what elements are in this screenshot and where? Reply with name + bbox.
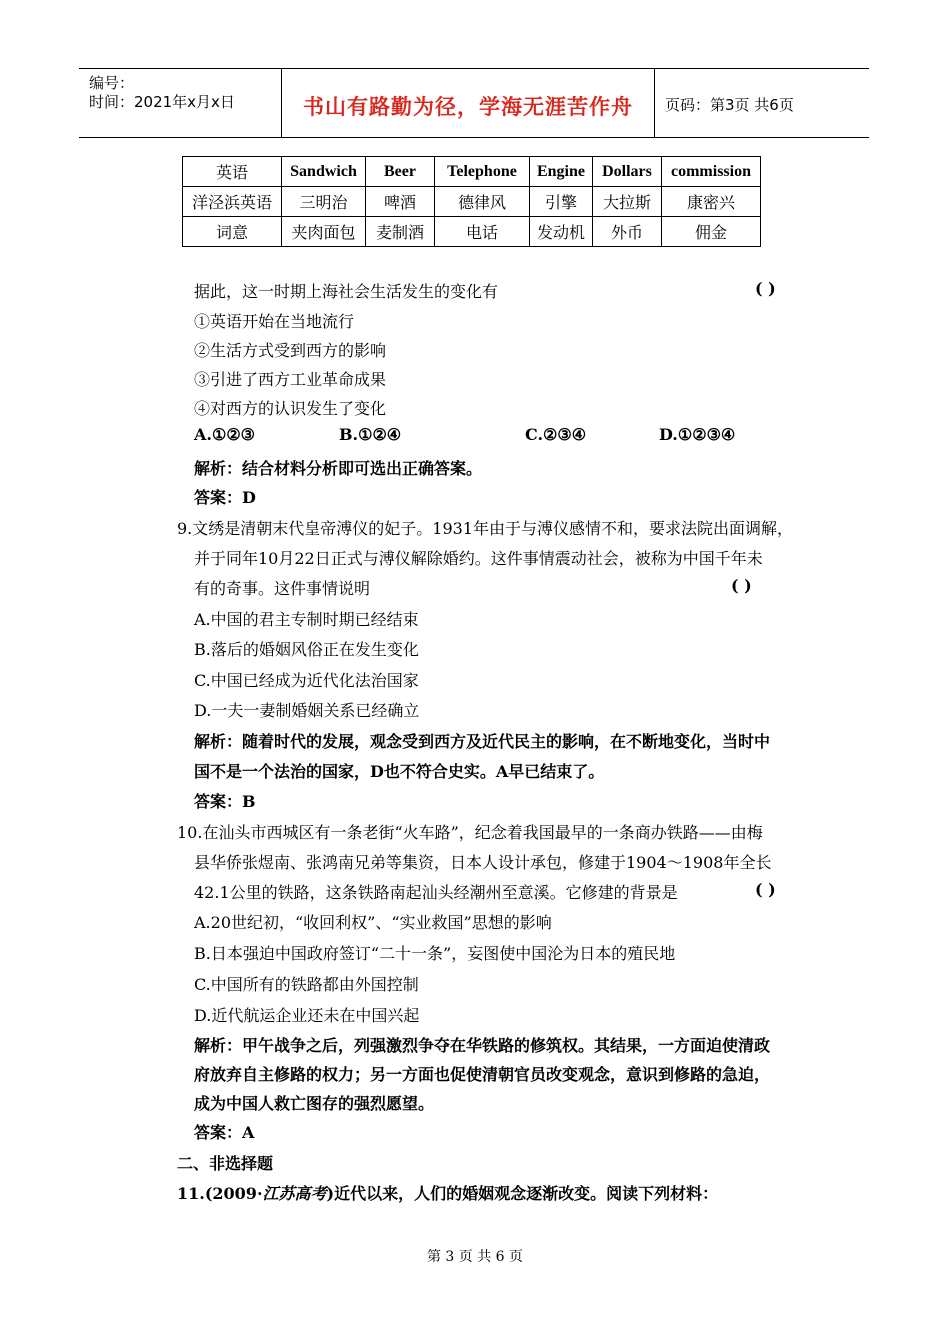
- page-header: [79, 68, 869, 138]
- q8-option-c: C.②③④: [525, 425, 587, 444]
- q10-stem-line: 42.1公里的铁路，这条铁路南起汕头经潮州至意溪。它修建的背景是: [194, 883, 678, 902]
- table-cell: 佣金: [662, 217, 761, 247]
- q9-stem-line: 9.文绣是清朝末代皇帝溥仪的妃子。1931年由于与溥仪感情不和，要求法院出面调解，: [177, 519, 793, 538]
- table-cell: 词意: [183, 217, 282, 247]
- q8-option-a: A.①②③: [194, 425, 256, 444]
- table-cell: commission: [662, 157, 761, 187]
- q10-answer: 答案：A: [194, 1123, 255, 1142]
- q9-option-c: C.中国已经成为近代化法治国家: [194, 671, 419, 690]
- q10-option-a: A.20世纪初，“收回利权”、“实业救国”思想的影响: [194, 913, 552, 932]
- table-cell: 外币: [593, 217, 662, 247]
- q8-option-b: B.①②④: [339, 425, 402, 444]
- q11-rest: )近代以来，人们的婚姻观念逐渐改变。阅读下列材料：: [326, 1184, 719, 1203]
- motto: 书山有路勤为径，学海无涯苦作舟: [303, 95, 633, 119]
- section-title: 二、非选择题: [177, 1154, 274, 1173]
- q10-analysis-line: 解析：甲午战争之后，列强激烈争夺在华铁路的修筑权。其结果，一方面迫使清政: [194, 1036, 771, 1055]
- q11-prefix: 11.(2009·: [177, 1184, 263, 1203]
- q11-source: 江苏高考: [262, 1184, 327, 1203]
- q10-option-d: D.近代航运企业还未在中国兴起: [194, 1006, 420, 1025]
- q8-item: ③引进了西方工业革命成果: [194, 370, 387, 389]
- q8-analysis: 解析：结合材料分析即可选出正确答案。: [194, 459, 483, 478]
- q10-answer-paren: ( ): [755, 880, 776, 899]
- q8-answer: 答案：D: [194, 488, 256, 507]
- table-cell: 麦制酒: [366, 217, 435, 247]
- q11-stem: [177, 1181, 718, 1204]
- table-cell: 大拉斯: [593, 187, 662, 217]
- q9-answer-paren: ( ): [731, 576, 752, 595]
- header-motto-cell: [282, 69, 655, 137]
- page-info: 页码：第3页 共6页: [665, 96, 794, 114]
- q9-analysis-line: 国不是一个法治的国家，D也不符合史实。A早已结束了。: [194, 762, 605, 781]
- table-cell: Sandwich: [282, 157, 366, 187]
- q10-stem-line: 县华侨张煜南、张鸿南兄弟等集资，日本人设计承包，修建于1904～1908年全长: [194, 853, 772, 872]
- page-footer: 第 3 页 共 6 页: [426, 1249, 524, 1265]
- q10-option-c: C.中国所有的铁路都由外国控制: [194, 975, 419, 994]
- table-cell: 德律风: [435, 187, 530, 217]
- q8-answer-paren: ( ): [755, 279, 776, 298]
- q8-option-d: D.①②③④: [659, 425, 736, 444]
- table-cell: Telephone: [435, 157, 530, 187]
- q9-analysis-line: 解析：随着时代的发展，观念受到西方及近代民主的影响，在不断地变化，当时中: [194, 732, 771, 751]
- q9-option-a: A.中国的君主专制时期已经结束: [194, 610, 419, 629]
- number-label: 编号：: [89, 74, 135, 92]
- header-meta-cell: [79, 69, 282, 137]
- q10-option-b: B.日本强迫中国政府签订“二十一条”，妄图使中国沦为日本的殖民地: [194, 944, 676, 963]
- table-cell: Dollars: [593, 157, 662, 187]
- table-cell: 康密兴: [662, 187, 761, 217]
- time-label: 时间：2021年x月x日: [89, 93, 235, 111]
- q8-item: ②生活方式受到西方的影响: [194, 341, 387, 360]
- q9-stem-line: 并于同年10月22日正式与溥仪解除婚约。这件事情震动社会，被称为中国千年未: [194, 549, 763, 568]
- table-cell: 发动机: [530, 217, 593, 247]
- table-cell: 三明治: [282, 187, 366, 217]
- table-row: [183, 187, 761, 217]
- q9-option-b: B.落后的婚姻风俗正在发生变化: [194, 640, 419, 659]
- table-cell: 啤酒: [366, 187, 435, 217]
- q10-analysis-line: 成为中国人救亡图存的强烈愿望。: [194, 1094, 435, 1113]
- q8-stem: 据此，这一时期上海社会生活发生的变化有: [194, 282, 499, 301]
- table-row: [183, 217, 761, 247]
- table-cell: Engine: [530, 157, 593, 187]
- q10-analysis-line: 府放弃自主修路的权力；另一方面也促使清朝官员改变观念，意识到修路的急迫，: [194, 1065, 771, 1084]
- q8-item: ①英语开始在当地流行: [194, 312, 355, 331]
- table-row: [183, 157, 761, 187]
- q8-item: ④对西方的认识发生了变化: [194, 399, 387, 418]
- table-cell: 英语: [183, 157, 282, 187]
- table-cell: 电话: [435, 217, 530, 247]
- q10-stem-line: 10.在汕头市西城区有一条老街“火车路”，纪念着我国最早的一条商办铁路——由梅: [177, 823, 763, 842]
- q9-option-d: D.一夫一妻制婚姻关系已经确立: [194, 701, 420, 720]
- table-cell: Beer: [366, 157, 435, 187]
- header-page-cell: [655, 69, 869, 137]
- q9-stem-line: 有的奇事。这件事情说明: [194, 579, 371, 598]
- table-cell: 引擎: [530, 187, 593, 217]
- vocab-table: [182, 156, 761, 247]
- table-cell: 夹肉面包: [282, 217, 366, 247]
- q9-answer: 答案：B: [194, 792, 256, 811]
- table-cell: 洋泾浜英语: [183, 187, 282, 217]
